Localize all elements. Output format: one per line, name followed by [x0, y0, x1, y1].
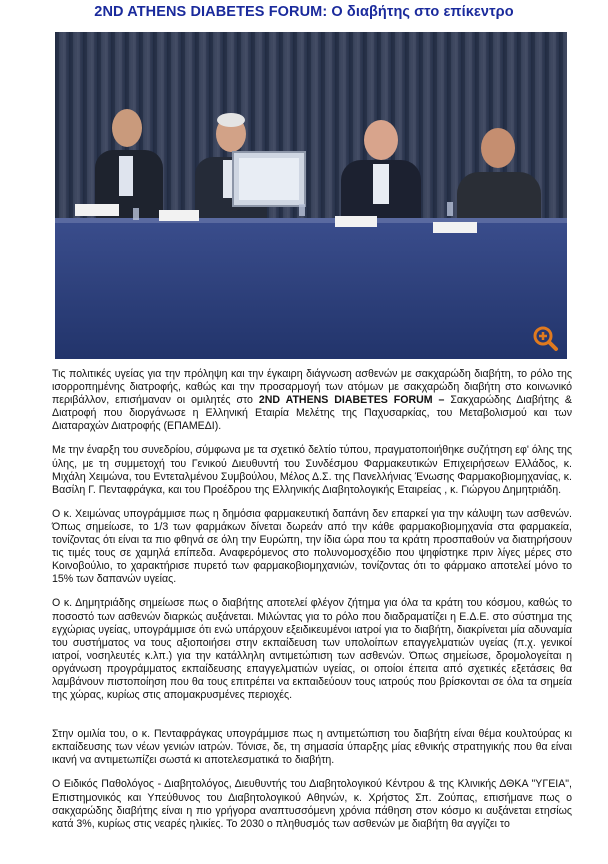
conference-panel-image [55, 32, 567, 359]
forum-name-bold: 2ND ATHENS DIABETES FORUM – [258, 394, 445, 407]
name-card [159, 210, 199, 221]
name-card [75, 204, 119, 216]
article-paragraph: Τις πολιτικές υγείας για την πρόληψη και την έγκαιρη διάγνωση ασθενών με σακχαρώδη διαβήτη, το ρόλο της ισορροπημένης διατροφής, καθώς και την προσαρμογή των ατόμων με σακχαρώδη διαβήτη στο κοινωνικό περιβάλλον, επισήμαναν οι ομιλητές στο 2ND ATHENS DIABETES FORUM – Σακχαρώδης Διαβήτης & Διατροφή που διοργάνωσε η Ελληνική Εταιρία Μελέτης της Παχυσαρκίας, του Μεταβολισμού και των Διαταραχών Διατροφής (ΕΠΑΜΕΔΙ). [52, 368, 572, 433]
article-title: 2ND ATHENS DIABETES FORUM: Ο διαβήτης στο επίκεντρο [94, 4, 514, 20]
article-paragraph: Ο κ. Δημητριάδης σημείωσε πως ο διαβήτης αποτελεί φλέγον ζήτημα για όλα τα κράτη του κόσμου, καθώς το ποσοστό των ασθενών διαρκώς αυξάνεται. Μιλώντας για το ρόλο που διαδραματίζει η Ε.Δ.Ε. στο σύστημα της εγχώριας υγείας, υπογράμμισε ότι ενώ υπάρχουν εξειδικευμένοι ιατροί για το διαβήτη, διακρίνεται μία αδυναμία του συστήματος να τους αξιοποιήσει στην εκπαίδευση των υπολοίπων επαγγελματιών υγείας (π.χ. γενικοί ιατροί, νοσηλευτές κ.λπ.) για την κατάλληλη αντιμετώπιση των ασθενών. Όπως σημείωσε, δρομολογείται η οργάνωση προγράμματος εκπαίδευσης επαγγελματιών υγείας, οι οποίοι έπειτα από σχετικές εξετάσεις θα λαμβάνουν πιστοποίηση που θα τους επιτρέπει να εκπαιδεύουν τους ιατρούς που βρίσκονται σε όλα τα σημεία της χώρας, κυρίως στις απομακρυσμένες περιοχές. [52, 597, 572, 702]
conference-table [55, 220, 567, 359]
name-card [433, 222, 477, 233]
article-body [52, 368, 572, 842]
article-photo [55, 32, 567, 359]
article-paragraph: Ο κ. Χειμώνας υπογράμμισε πως η δημόσια φαρμακευτική δαπάνη δεν επαρκεί για την κάλυψη των ασθενών. Όπως σημείωσε, το 1/3 των φαρμάκων δίνεται δωρεάν από την κάθε φαρμακοβιομηχανία στα φαρμακεία, τονίζοντας ότι είναι τα πιο φθηνά σε όλη την Ευρώπη, την ίδια ώρα που τα κράτη προσπαθούν να διατηρήσουν τις τιμές τους σε χαμηλά επίπεδα. Αναφερόμενος στο πολυνομοσχέδιο που ψηφίστηκε πριν λίγες μέρες στο Κοινοβούλιο, το χαρακτήρισε πυρετό των φαρμακοβιομηχανιών, τονίζοντας ότι το φάρμακο αποτελεί μόνο το 15% των δαπανών υγείας. [52, 507, 572, 586]
laptop-screen [233, 152, 305, 206]
article-paragraph: Ο Ειδικός Παθολόγος - Διαβητολόγος, Διευθυντής του Διαβητολογικού Κέντρου & της Κλινικής ΔΘΚΑ "ΥΓΕΙΑ", Επιστημονικός και Υπεύθυνος του Διαβητολογικού Αθηνών, κ. Χρήστος Σπ. Ζούπας, επισήμανε πως ο σακχαρώδης διαβήτης είναι η πιο γρήγορα αναπτυσσόμενη χρόνια πάθηση στον κόσμο κι αυξάνεται ετησίως κατά 3%, κυρίως στις νεαρές ηλικίες. Το 2030 ο πληθυσμός των ασθενών με διαβήτη θα αγγίζει το [52, 778, 572, 830]
article-paragraph: Με την έναρξη του συνεδρίου, σύμφωνα με τα σχετικό δελτίο τύπου, πραγματοποιήθηκε συζήτηση εφ' όλης της ύλης, με τη συμμετοχή του Γενικού Διευθυντή του Συνδέσμου Φαρμακευτικών Επιχειρήσεων Ελλάδος, κ. Μιχάλη Χειμώνα, του Εντεταλμένου Συμβούλου, Μέλος Δ.Σ. της Πανελλήνιας Ένωσης Φαρμακοβιομηχανίας, κ. Βασίλη Γ. Πενταφράγκα, και του Προέδρου της Ελληνικής Διαβητολογικής Εταιρείας , κ. Γιώργου Δημητριάδη. [52, 444, 572, 496]
article-paragraph: Στην ομιλία του, ο κ. Πενταφράγκας υπογράμμισε πως η αντιμετώπιση του διαβήτη είναι θέμα κουλτούρας κι εκπαίδευσης των νέων γενιών ιατρών. Τόνισε, δε, τη σημασία ύπαρξης μίας εθνικής στρατηγικής που θα είναι ικανή να αντιμετωπίζει σωστά κι αποτελεσματικά το διαβήτη. [52, 728, 572, 767]
name-card [335, 216, 377, 227]
